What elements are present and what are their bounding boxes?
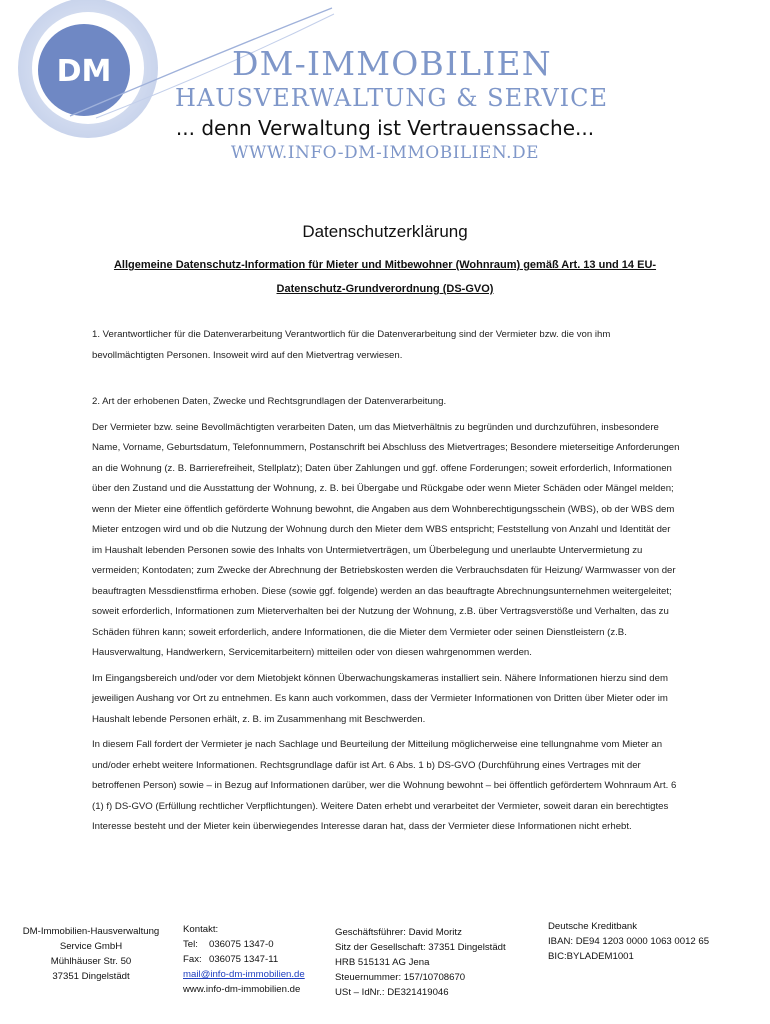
footer-legal-line: HRB 515131 AG Jena (335, 957, 430, 968)
document-body (92, 325, 682, 843)
document-subtitle (70, 253, 700, 301)
paragraph-cameras: Im Eingangsbereich und/oder vor dem Mietobjekt können Überwachungskameras installiert sein. Nähere Informationen hierzu sind dem jeweiligen Aushang vor Ort zu entnehmen. Es kann auch vorkommen, dass der Vermieter Informationen von Dritten über Mieter oder im Haushalt lebende Personen erhält, z. B. im Zusammenhang mit Beschwerden. (92, 672, 668, 725)
footer-tel (183, 937, 305, 952)
footer-contact-title: Kontakt: (183, 924, 219, 935)
tel-label: Tel: (183, 939, 198, 950)
fax-label: Fax: (183, 954, 202, 965)
footer-company-line: DM-Immobilien-Hausverwaltung (22, 926, 160, 937)
tel-value: 036075 1347-0 (209, 939, 274, 950)
footer-company (16, 924, 166, 984)
email-link[interactable]: mail@info-dm-immobilien.de (183, 969, 305, 980)
paragraph-legal-basis: In diesem Fall fordert der Vermieter je nach Sachlage und Beurteilung der Mitteilung möglicherweise eine tellungnahme vom Mieter an und/oder erhebt weitere Informationen. Rechtsgrundlage dafür ist Art. 6 Abs. 1 b) DS-GVO (Durchführung eines Vertrages mit der betroffenen Person) sowie – in Bezug auf Informationen darüber, wer die Wohnung bewohnt – bei öffentlich gefördertem Wohnraum Art. 6 (1) f) DS-GVO (Erfüllung rechtlicher Verpflichtungen). Weitere Daten erhebt und verarbeitet der Vermieter, soweit daran ein berechtigtes Interesse besteht und der Mieter kein überwiegendes Interesse daran hat, dass der Vermieter diese Informationen nicht erhebt. (92, 739, 677, 832)
footer-legal-line: USt – IdNr.: DE321419046 (335, 987, 449, 998)
footer-company-line: Service GmbH (59, 941, 123, 952)
footer-legal-line: Steuernummer: 157/10708670 (335, 972, 466, 983)
footer-web[interactable]: www.info-dm-immobilien.de (183, 984, 301, 995)
footer-bank (548, 919, 709, 964)
footer-legal (335, 925, 506, 1000)
fax-value: 036075 1347-11 (209, 954, 279, 965)
footer-bank-name: Deutsche Kreditbank (548, 921, 638, 932)
footer (0, 918, 770, 1024)
paragraph-responsible: 1. Verantwortlicher für die Datenverarbeitung Verantwortlich für die Datenverarbeitung sind der Vermieter bzw. die von ihm bevollmächtigten Personen. Insoweit wird auf den Mietvertrag verwiesen. (92, 329, 611, 361)
logo-text: DM (56, 54, 112, 89)
subtitle-line-2: Datenschutz-Grundverordnung (DS-GVO) (276, 283, 494, 295)
website-header: WWW.INFO-DM-IMMOBILIEN.DE (230, 143, 540, 163)
footer-company-line: 37351 Dingelstädt (52, 971, 130, 982)
company-subtitle: HAUSVERWALTUNG & SERVICE (175, 84, 609, 112)
footer-fax (183, 952, 305, 967)
company-name: DM-IMMOBILIEN (232, 44, 552, 83)
footer-company-line: Mühlhäuser Str. 50 (50, 956, 132, 967)
footer-bank-iban: IBAN: DE94 1203 0000 1063 0012 65 (548, 936, 710, 947)
subtitle-line-1: Allgemeine Datenschutz-Information für Mieter und Mitbewohner (Wohnraum) gemäß Art. 13 und 14 EU- (113, 259, 657, 271)
document-title: Datenschutzerklärung (302, 222, 468, 241)
slogan: ... denn Verwaltung ist Vertrauenssache... (175, 116, 595, 140)
footer-legal-line: Geschäftsführer: David Moritz (335, 927, 462, 938)
paragraph-heading-data-types: 2. Art der erhobenen Daten, Zwecke und Rechtsgrundlagen der Datenverarbeitung. (92, 396, 447, 407)
footer-bank-bic: BIC:BYLADEM1001 (548, 951, 634, 962)
footer-contact (183, 922, 305, 997)
footer-legal-line: Sitz der Gesellschaft: 37351 Dingelstädt (335, 942, 506, 953)
paragraph-data-processing: Der Vermieter bzw. seine Bevollmächtigten verarbeiten Daten, um das Mietverhältnis zu begründen und durchzuführen, insbesondere Name, Vorname, Geburtsdatum, Telefonnummern, Postanschrift bei Abschluss des Mietvertrages; Besondere mieterseitige Anforderungen an die Wohnung (z. B. Barrierefreiheit, Stellplatz); Daten über Zahlungen und ggf. offene Forderungen; soweit erforderlich, Informationen über den Zustand und die Ausstattung der Wohnung, z. B. bei Übergabe und Rückgabe oder wenn Mieter Schäden oder Mängel melden; wenn der Mieter eine öffentlich geförderte Wohnung bewohnt, die Angaben aus dem Wohnberechtigungsschein (WBS), ob der WBS dem Mieter entzogen wird und ob die Nutzung der Wohnung durch den Mieter dem WBS entspricht; Feststellung von Anzahl und Identität der im Haushalt lebenden Personen sowie des Inhalts von Untermietverträgen, um Überbelegung und unerlaubte Untervermietung zu vermeiden; Kontodaten; zum Zwecke der Abrechnung der Betriebskosten werden die Verbrauchsdaten für Heizung/ Warmwasser von der beauftragten Messdienstfirma erhoben. Diese (sowie ggf. folgende) werden an das beauftragte Abrechnungsunternehmen weitergeleitet; soweit erforderlich, Informationen zum Mieterverhalten bei der Nutzung der Wohnung, z.B. über Vertragsverstöße und Verhalten, das zu Schäden führen kann; soweit erforderlich, andere Informationen, die die Mieter dem Vermieter oder seinen Dienstleistern (z.B. Hausverwaltung, Handwerkern, Servicemitarbeitern) mitteilen oder von diesen wahrgenommen werden. (92, 421, 680, 658)
